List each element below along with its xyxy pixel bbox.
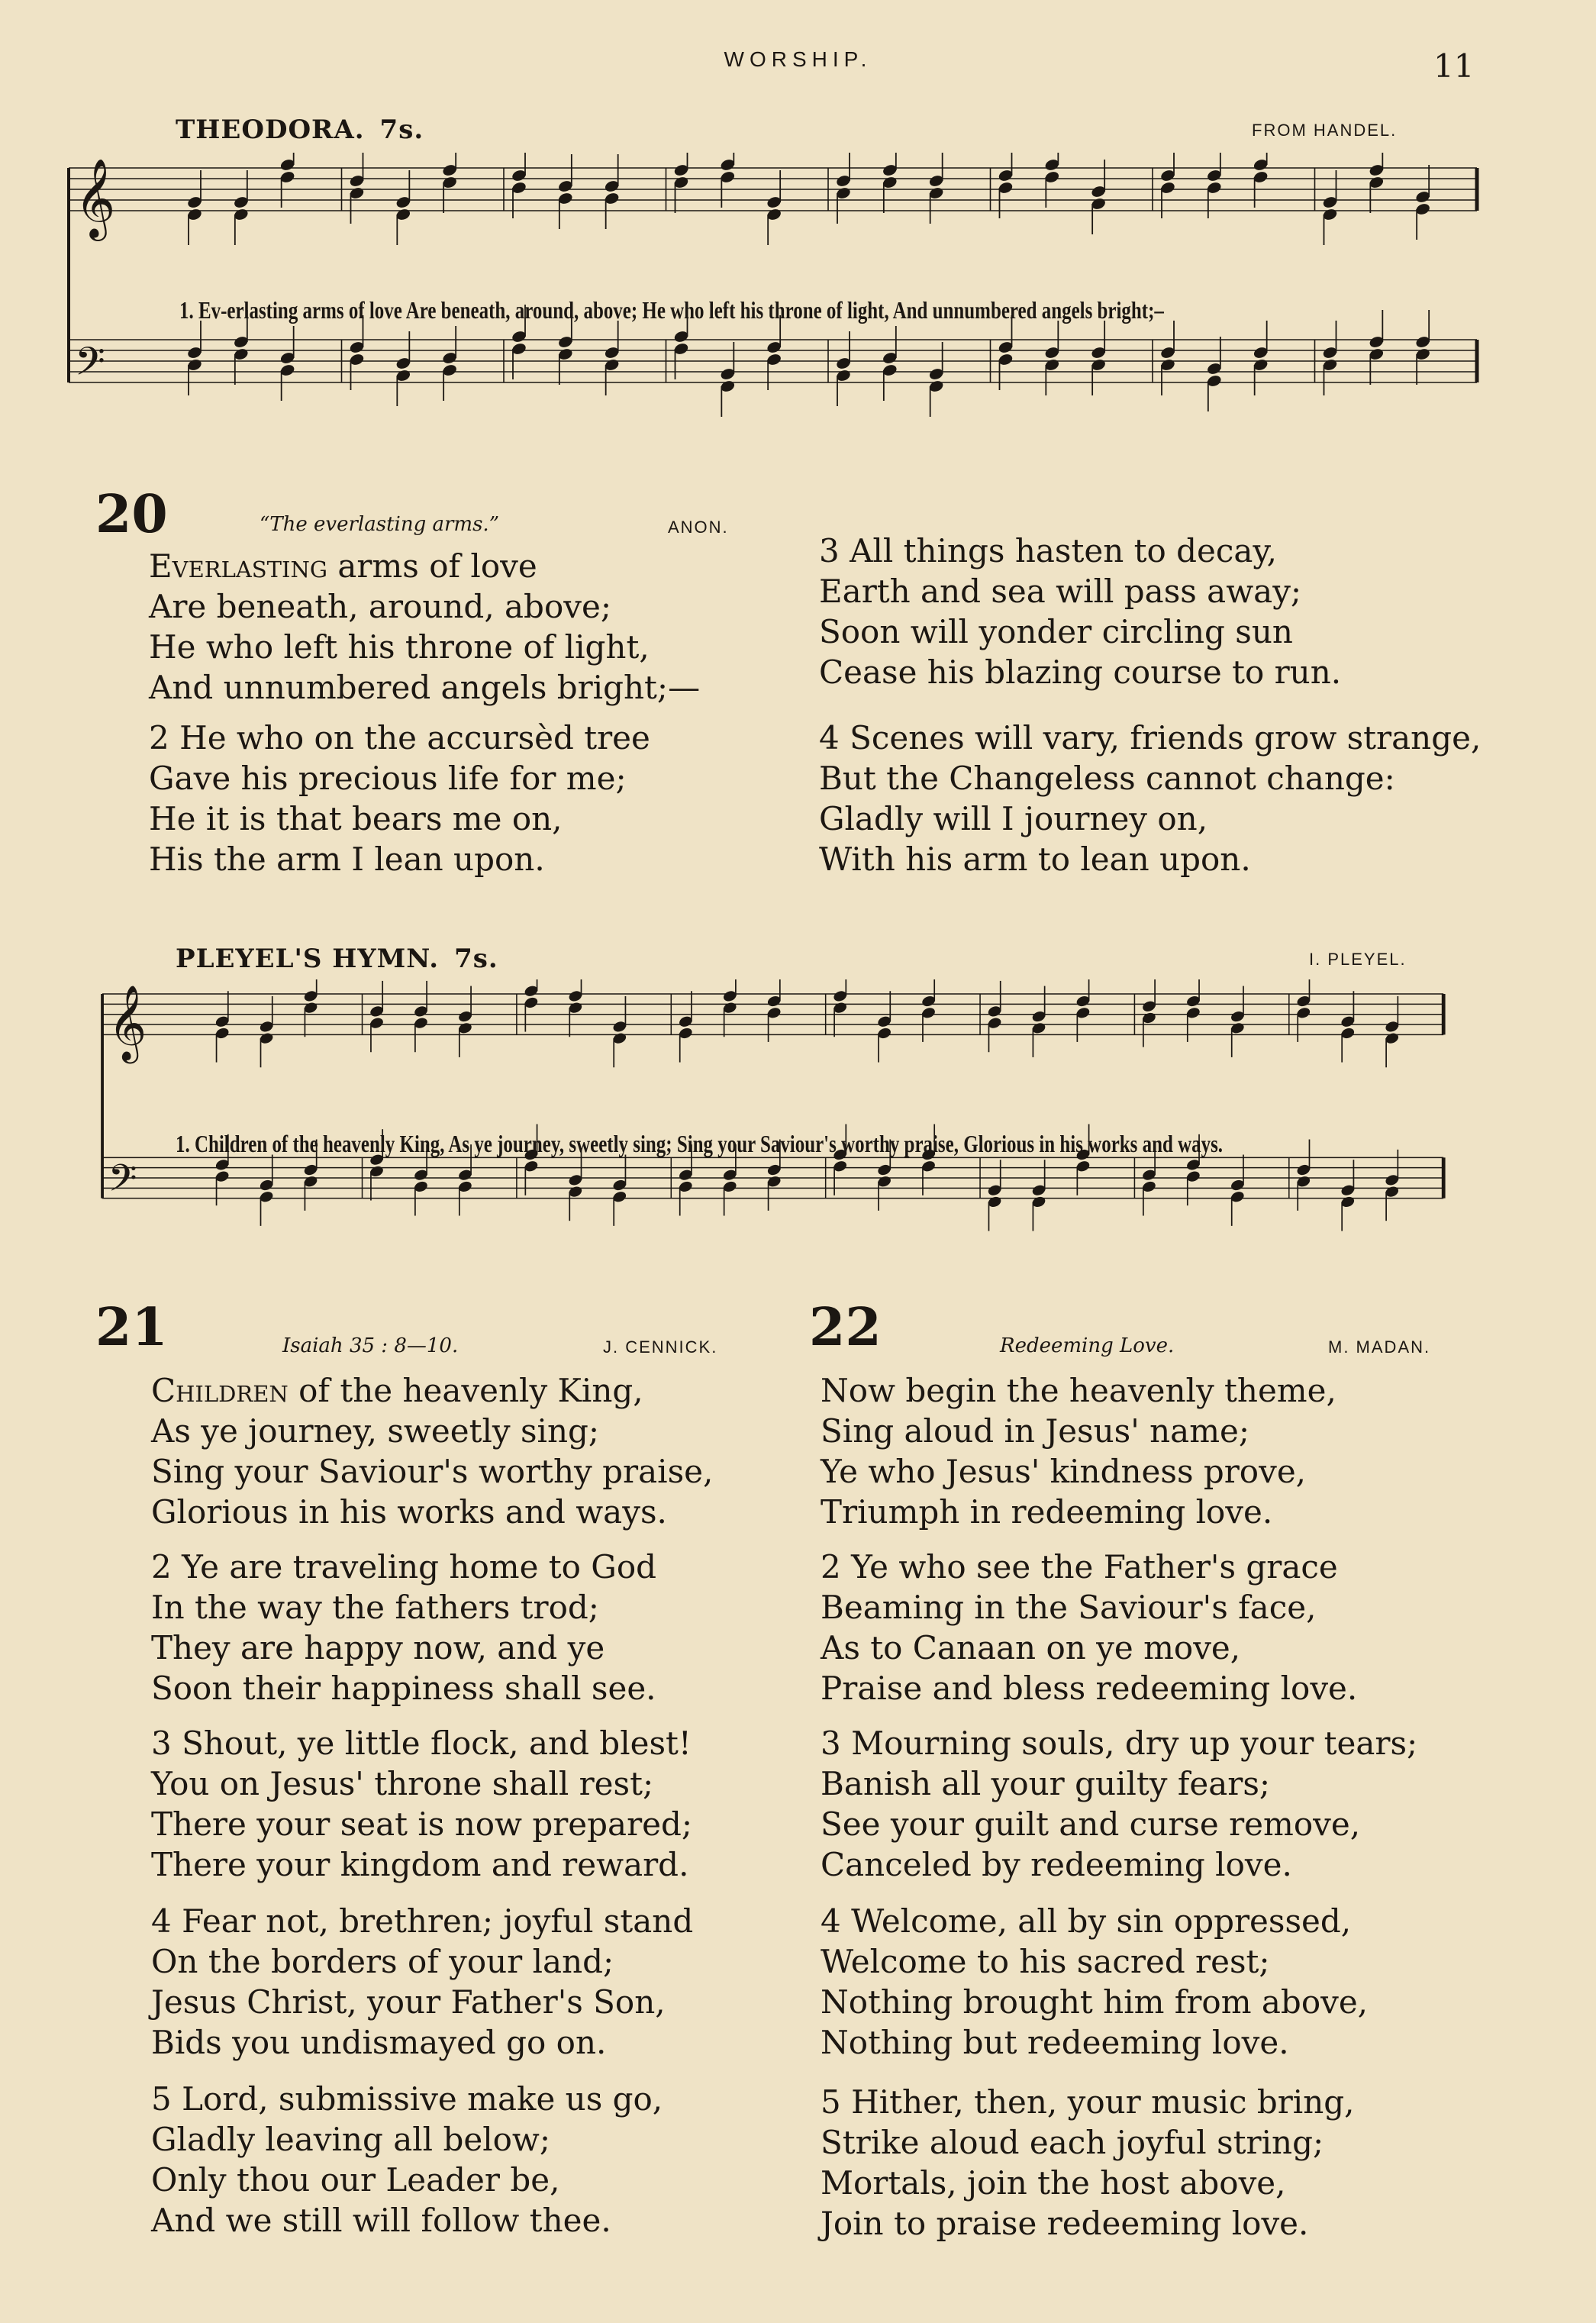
verse-line: 4 Scenes will vary, friends grow strange, bbox=[819, 719, 1482, 757]
lyric-underlay: 1. Children of the heavenly King, As ye journey, sweetly sing; Sing your Saviour's worthy praise, Glorious in his works and ways. bbox=[176, 1130, 1224, 1157]
stanza bbox=[151, 1901, 693, 2063]
hymn-author: J. CENNICK. bbox=[603, 1337, 718, 1357]
verse-line: 3 Mourning souls, dry up your tears; bbox=[821, 1725, 1418, 1762]
page-number: 11 bbox=[1433, 47, 1475, 85]
verse-line: See your guilt and curse remove, bbox=[821, 1805, 1361, 1843]
verse-line: Praise and bless redeeming love. bbox=[821, 1670, 1358, 1707]
verse-line: Ye who Jesus' kindness prove, bbox=[821, 1453, 1307, 1490]
verse-line: Strike aloud each joyful string; bbox=[821, 2124, 1324, 2161]
tune-meter: 7s. bbox=[379, 115, 424, 145]
verse-line: Soon their happiness shall see. bbox=[151, 1670, 656, 1707]
verse-line: Sing aloud in Jesus' name; bbox=[821, 1412, 1250, 1450]
hymn-number: 21 bbox=[95, 1297, 168, 1358]
tune-composer: FROM HANDEL. bbox=[1252, 121, 1398, 140]
verse-line: Glorious in his works and ways. bbox=[151, 1493, 667, 1531]
tune-name: THEODORA. bbox=[176, 115, 365, 145]
stanza bbox=[821, 1723, 1417, 1885]
stanza bbox=[149, 718, 650, 879]
hymn-subtitle: Redeeming Love. bbox=[1000, 1334, 1175, 1357]
verse-line: Gladly will I journey on, bbox=[819, 800, 1208, 837]
verse-line: Everlasting arms of love bbox=[149, 547, 537, 585]
bass-clef-icon: 𝄢 bbox=[75, 338, 105, 394]
verse-line: As ye journey, sweetly sing; bbox=[151, 1412, 600, 1450]
verse-line: Nothing brought him from above, bbox=[821, 1983, 1369, 2021]
hymn-number: 20 bbox=[95, 484, 168, 545]
tune-composer: I. PLEYEL. bbox=[1309, 950, 1407, 969]
first-word: Everlasting bbox=[149, 547, 328, 585]
verse-line: Beaming in the Saviour's face, bbox=[821, 1589, 1317, 1626]
verse-line: Only thou our Leader be, bbox=[151, 2161, 560, 2199]
tune-title bbox=[176, 944, 498, 974]
first-word: Children bbox=[151, 1372, 289, 1409]
verse-line: He who left his throne of light, bbox=[149, 628, 650, 666]
tune-meter: 7s. bbox=[454, 944, 498, 974]
verse-line: 4 Fear not, brethren; joyful stand bbox=[151, 1902, 694, 1940]
verse-line: Sing your Saviour's worthy praise, bbox=[151, 1453, 714, 1490]
verse-line: Soon will yonder circling sun bbox=[819, 613, 1293, 650]
verse-line: 3 All things hasten to decay, bbox=[819, 532, 1277, 569]
stanza bbox=[821, 2082, 1355, 2244]
verse-line: Now begin the heavenly theme, bbox=[821, 1372, 1336, 1409]
bass-clef-icon: 𝄢 bbox=[108, 1156, 137, 1209]
lyric-underlay: 1. Ev-erlasting arms of love Are beneath, around, above; He who left his throne of light, And unnumbered angels bright;– bbox=[179, 296, 1164, 324]
verse-line: Join to praise redeeming love. bbox=[821, 2205, 1309, 2242]
hymn-subtitle: Isaiah 35 : 8—10. bbox=[282, 1334, 459, 1357]
verse-line: 5 Hither, then, your music bring, bbox=[821, 2083, 1355, 2121]
verse-line: But the Changeless cannot change: bbox=[819, 760, 1395, 797]
tune-title bbox=[176, 115, 424, 145]
stanza bbox=[821, 1901, 1368, 2063]
verse-line: There your kingdom and reward. bbox=[151, 1846, 689, 1883]
hymn-number: 22 bbox=[809, 1297, 882, 1358]
stanza bbox=[151, 1723, 692, 1885]
verse-line: Welcome to his sacred rest; bbox=[821, 1943, 1270, 1980]
verse-line: Bids you undismayed go on. bbox=[151, 2024, 607, 2061]
stanza bbox=[821, 1370, 1336, 1532]
verse-line: Jesus Christ, your Father's Son, bbox=[151, 1983, 666, 2021]
verse-line: 2 Ye are traveling home to God bbox=[151, 1548, 657, 1586]
verse-line: Children of the heavenly King, bbox=[151, 1372, 643, 1409]
verse-line: 5 Lord, submissive make us go, bbox=[151, 2080, 663, 2118]
hymn-author: ANON. bbox=[668, 518, 729, 537]
verse-line: And we still will follow thee. bbox=[151, 2202, 611, 2239]
verse-line: Canceled by redeeming love. bbox=[821, 1846, 1292, 1883]
verse-line: Triumph in redeeming love. bbox=[821, 1493, 1273, 1531]
verse-line: His the arm I lean upon. bbox=[149, 840, 545, 878]
verse-line: Gladly leaving all below; bbox=[151, 2121, 551, 2158]
tune-name: PLEYEL'S HYMN. bbox=[176, 944, 440, 974]
verse-line: 4 Welcome, all by sin oppressed, bbox=[821, 1902, 1352, 1940]
verse-line: There your seat is now prepared; bbox=[151, 1805, 693, 1843]
stanza bbox=[819, 718, 1481, 879]
stanza bbox=[151, 1370, 713, 1532]
verse-line: Mortals, join the host above, bbox=[821, 2164, 1286, 2202]
verse-line: Cease his blazing course to run. bbox=[819, 653, 1342, 691]
verse-line: 2 He who on the accursèd tree bbox=[149, 719, 650, 757]
verse-line: He it is that bears me on, bbox=[149, 800, 563, 837]
stanza bbox=[149, 546, 700, 708]
verse-line: 2 Ye who see the Father's grace bbox=[821, 1548, 1338, 1586]
verse-line: And unnumbered angels bright;— bbox=[149, 669, 701, 706]
treble-clef-icon: 𝄞 bbox=[108, 984, 147, 1061]
verse-line: On the borders of your land; bbox=[151, 1943, 614, 1980]
verse-line: Gave his precious life for me; bbox=[149, 760, 627, 797]
stanza bbox=[151, 1547, 656, 1708]
verse-line: In the way the fathers trod; bbox=[151, 1589, 599, 1626]
stanza bbox=[821, 1547, 1357, 1708]
verse-line: They are happy now, and ye bbox=[151, 1629, 605, 1666]
verse-line: Are beneath, around, above; bbox=[149, 588, 611, 625]
running-title: WORSHIP. bbox=[724, 47, 872, 71]
hymn-subtitle: “The everlasting arms.” bbox=[260, 513, 499, 536]
verse-line: Earth and sea will pass away; bbox=[819, 573, 1302, 610]
verse-line: As to Canaan on ye move, bbox=[821, 1629, 1241, 1666]
verse-line: With his arm to lean upon. bbox=[819, 840, 1251, 878]
verse-line: 3 Shout, ye little flock, and blest! bbox=[151, 1725, 692, 1762]
verse-line: Banish all your guilty fears; bbox=[821, 1765, 1271, 1802]
treble-clef-icon: 𝄞 bbox=[75, 158, 116, 238]
hymn-author: M. MADAN. bbox=[1328, 1337, 1431, 1357]
verse-line: You on Jesus' throne shall rest; bbox=[151, 1765, 654, 1802]
stanza bbox=[819, 531, 1341, 692]
verse-line: Nothing but redeeming love. bbox=[821, 2024, 1289, 2061]
stanza bbox=[151, 2079, 663, 2241]
